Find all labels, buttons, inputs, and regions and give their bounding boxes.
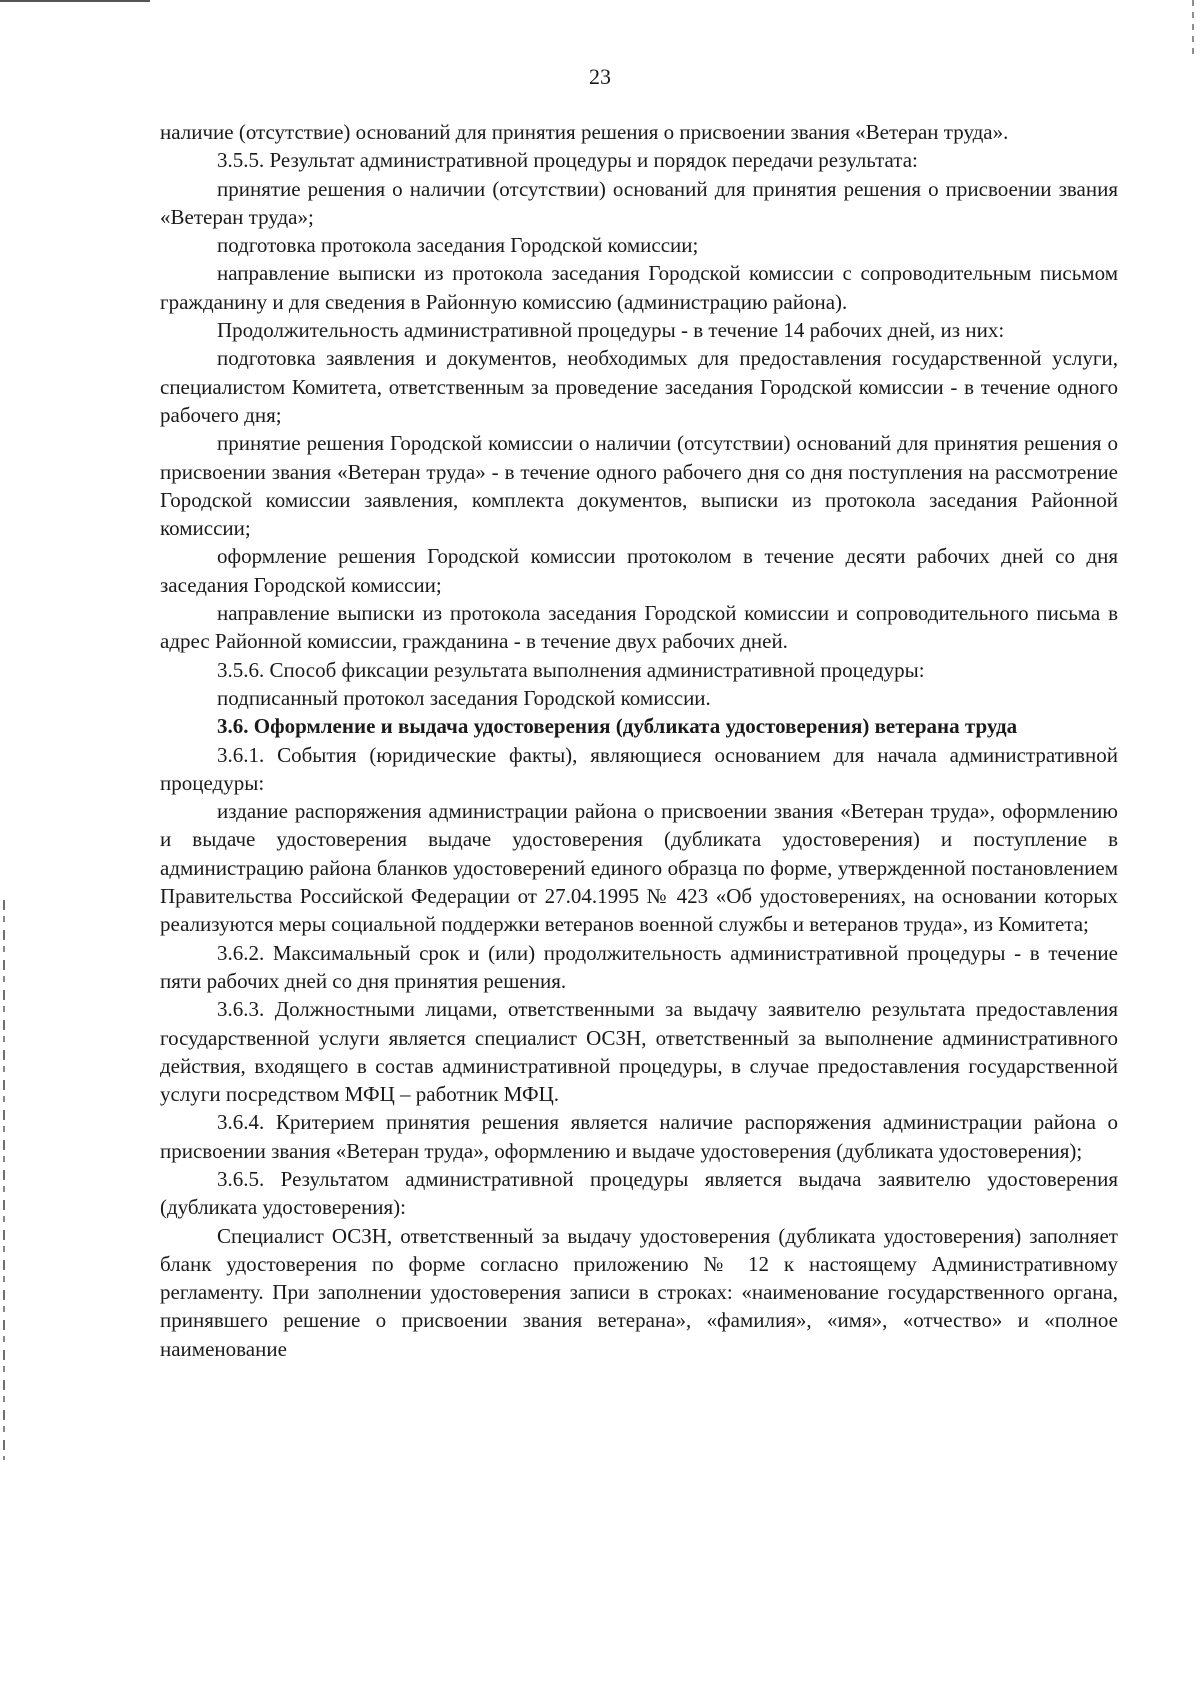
paragraph: 3.6.3. Должностными лицами, ответственными за выдачу заявителю результата предоставления государственной услуги является специалист ОСЗН, ответственный за выполнение административного действия, входящего в состав административной процедуры, в случае предоставления государственной услуги посредством МФЦ – работник МФЦ. xyxy=(160,997,1118,1107)
section-heading: 3.6. Оформление и выдача удостоверения (дубликата удостоверения) ветерана труда xyxy=(217,714,1018,739)
paragraph: Продолжительность административной процедуры - в течение 14 рабочих дней, из них: xyxy=(217,318,1005,343)
paragraph: 3.5.6. Способ фиксации результата выполнения административной процедуры: xyxy=(217,657,925,682)
paragraph: 3.6.4. Критерием принятия решения является наличие распоряжения администрации района о присвоении звания «Ветеран труда», оформлению и выдаче удостоверения (дубликата удостоверения); xyxy=(160,1110,1118,1163)
paragraph: направление выписки из протокола заседания Городской комиссии и сопроводительного письма в адрес Районной комиссии, гражданина - в течение двух рабочих дней. xyxy=(160,601,1118,654)
paragraph: наличие (отсутствие) оснований для принятия решения о присвоении звания «Ветеран труда». xyxy=(160,120,1009,144)
scan-top-rule xyxy=(0,0,150,2)
paragraph: подписанный протокол заседания Городской комиссии. xyxy=(217,685,711,710)
scan-left-edge-marks xyxy=(3,900,5,1460)
paragraph: 3.6.2. Максимальный срок и (или) продолжительность административной процедуры - в течение пяти рабочих дней со дня принятия решения. xyxy=(160,940,1118,993)
paragraph: принятие решения Городской комиссии о наличии (отсутствии) оснований для принятия решения о присвоении звания «Ветеран труда» - в течение одного рабочего дня со дня поступления на рассмотрение Городской комиссии заявления, комплекта документов, выписки из протокола заседания Районной комиссии; xyxy=(160,431,1118,541)
paragraph: подготовка заявления и документов, необходимых для предоставления государственной услуги, специалистом Комитета, ответственным за проведение заседания Городской комиссии - в течение одного рабочего дня; xyxy=(160,346,1118,427)
paragraph: принятие решения о наличии (отсутствии) оснований для принятия решения о присвоении звания «Ветеран труда»; xyxy=(160,176,1118,229)
scan-right-edge-marks xyxy=(1192,0,1194,60)
document-body xyxy=(160,118,1118,1363)
paragraph: издание распоряжения администрации района о присвоении звания «Ветеран труда», оформлению и выдаче удостоверения выдаче удостоверения (дубликата удостоверения) и поступление в администрацию района бланков удостоверений единого образца по форме, утвержденной постановлением Правительства Российской Федерации от 27.04.1995 № 423 «Об удостоверениях, на основании которых реализуются меры социальной поддержки ветеранов военной службы и ветеранов труда», из Комитета; xyxy=(160,799,1118,937)
paragraph: направление выписки из протокола заседания Городской комиссии с сопроводительным письмом гражданину и для сведения в Районную комиссию (администрацию района). xyxy=(160,261,1118,314)
paragraph: 3.6.1. События (юридические факты), являющиеся основанием для начала административной процедуры: xyxy=(160,742,1118,795)
paragraph: 3.6.5. Результатом административной процедуры является выдача заявителю удостоверения (дубликата удостоверения): xyxy=(160,1166,1118,1220)
page-number: 23 xyxy=(589,64,611,89)
paragraph: 3.5.5. Результат административной процедуры и порядок передачи результата: xyxy=(217,148,918,173)
paragraph: Специалист ОСЗН, ответственный за выдачу удостоверения (дубликата удостоверения) заполняет бланк удостоверения по форме согласно приложению № 12 к настоящему Административному регламенту. При заполнении удостоверения записи в строках: «наименование государственного органа, принявшего решение о присвоении звания ветерана», «фамилия», «имя», «отчество» и «полное наименование xyxy=(160,1223,1118,1361)
paragraph: оформление решения Городской комиссии протоколом в течение десяти рабочих дней со дня заседания Городской комиссии; xyxy=(160,544,1118,597)
paragraph: подготовка протокола заседания Городской комиссии; xyxy=(217,233,699,258)
